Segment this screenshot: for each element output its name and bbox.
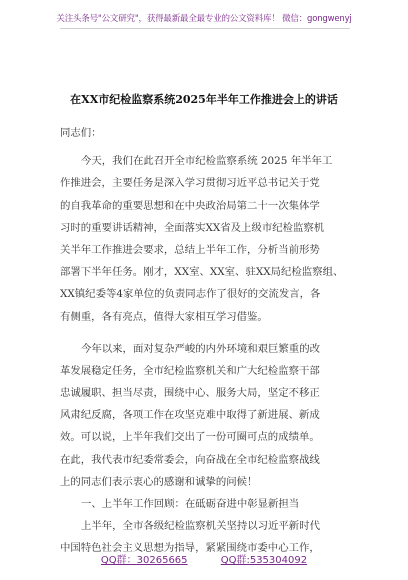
paragraph-1: [60, 150, 350, 328]
paragraph-line: XX镇纪委等4家单位的负责同志作了很好的交流发言，各: [60, 288, 321, 301]
paragraph-line: 关半年工作推进会要求，总结上半年工作，分析当前形势: [60, 243, 320, 256]
paragraph-line: 习时的重要讲话精神，全面落实XX省及上级市纪检监察机: [60, 221, 325, 234]
header-divider: [60, 28, 350, 29]
paragraph-line: 的自我革命的重要思想和在中央政治局第二十一次集体学: [60, 199, 320, 212]
paragraph-2: [60, 338, 350, 493]
paragraph-line: 上的同志们表示衷心的感谢和诚挚的问候！: [60, 475, 258, 488]
paragraph-line: 今天，我们在此召开全市纪检监察系统 2025 年半年工: [81, 155, 333, 168]
salutation: 同志们：: [60, 127, 102, 139]
paragraph-line: 在此，我代表市纪委常委会，向奋战在全市纪检监察战线: [60, 453, 320, 466]
document-body: [60, 122, 350, 560]
paragraph-line: 效。可以说，上半年我们交出了一份可圈可点的成绩单。: [60, 431, 320, 444]
paragraph-line: 上半年，全市各级纪检监察机关坚持以习近平新时代: [81, 520, 320, 533]
document-title: 在XX市纪检监察系统2025年半年工作推进会上的讲话: [70, 93, 338, 106]
paragraph-line: 风肃纪反腐，各项工作在攻坚克难中取得了新进展、新成: [60, 409, 320, 422]
paragraph-line: 忠诚履职、担当尽责，围绕中心、服务大局，坚定不移正: [60, 387, 320, 400]
paragraph-line: 有侧重，各有亮点，值得大家相互学习借鉴。: [60, 310, 268, 323]
paragraph-line: 今年以来，面对复杂严峻的内外环境和艰巨繁重的改: [81, 342, 320, 355]
section-heading: 一、上半年工作回顾：在砥砺奋进中彰显新担当: [81, 498, 300, 510]
header-notice: 关注头条号"公文研究"，获得最新最全最专业的公文资料库！ 微信：gongwenyj: [56, 14, 352, 24]
paragraph-line: 作推进会，主要任务是深入学习贯彻习近平总书记关于党: [60, 177, 320, 190]
paragraph-line: 部署下半年任务。刚才，XX室、XX室、驻XX局纪检监察组、: [60, 266, 344, 279]
footer-qq-group-2[interactable]: QQ群:535304092: [220, 555, 308, 566]
footer-qq-group-1[interactable]: QQ群：30265665: [100, 555, 188, 566]
paragraph-line: 中国特色社会主义思想为指导，紧紧围绕市委中心工作，: [60, 542, 320, 555]
paragraph-line: 革发展稳定任务，全市纪检监察机关和广大纪检监察干部: [60, 364, 320, 377]
footer: [0, 551, 408, 566]
